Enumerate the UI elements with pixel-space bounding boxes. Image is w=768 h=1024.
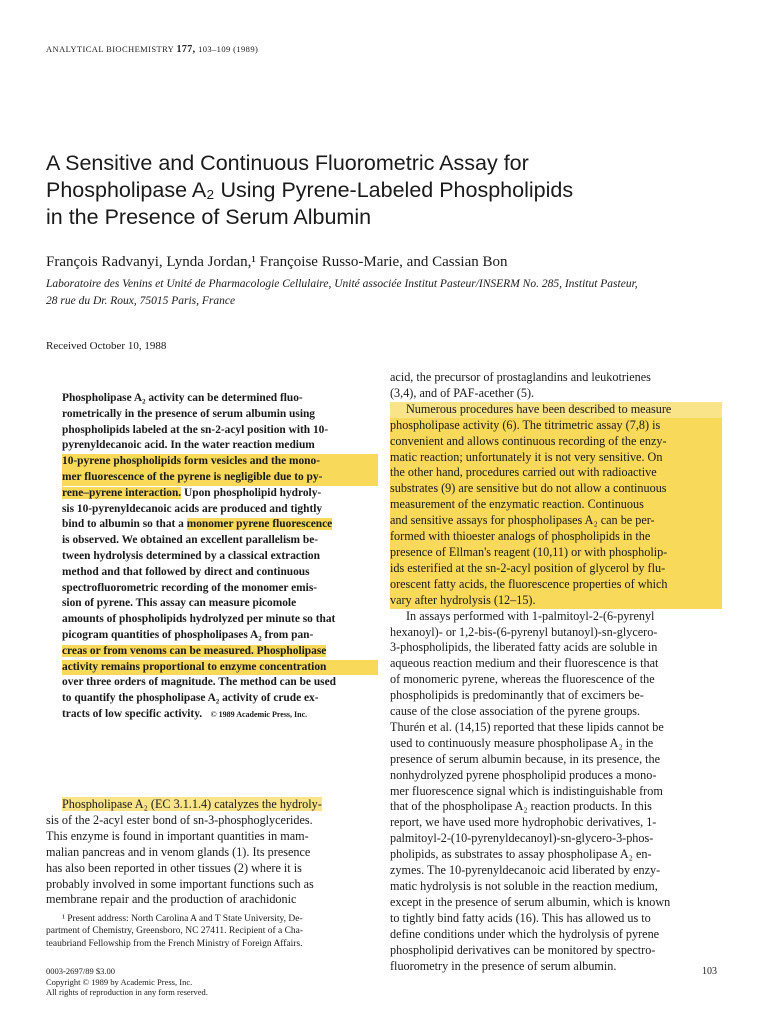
body-line: nonhydrolyzed pyrene phospholipid produces a mono- — [390, 767, 657, 782]
body-line-highlighted: Numerous procedures have been described to measure — [390, 402, 722, 418]
body-line-highlighted: matic reaction; unfortunately it is not very sensitive. On — [390, 450, 722, 466]
body-line-highlighted: the other hand, procedures carried out with radioactive — [390, 465, 722, 481]
body-line: This enzyme is found in important quantities in mam- — [46, 828, 309, 843]
body-line: of monomeric pyrene, whereas the fluorescence of the — [390, 672, 655, 687]
body-line: hexanoyl)- or 1,2-bis-(6-pyrenyl butanoyl)-sn-glycero- — [390, 624, 658, 639]
body-line: mer fluorescence signal which is indistinguishable from — [390, 783, 663, 798]
abstract-line: sion of pyrene. This assay can measure picomole — [62, 597, 297, 610]
abstract-line — [62, 707, 378, 723]
footnote-line: teaubriand Fellowship from the French Ministry of Foreign Affairs. — [46, 938, 303, 949]
highlight-span: rene–pyrene interaction. — [62, 486, 182, 499]
body-line: except in the presence of serum albumin, which is known — [390, 894, 671, 909]
body-line: matic hydrolysis is not soluble in the reaction medium, — [390, 879, 658, 893]
received-date: Received October 10, 1988 — [46, 340, 167, 352]
abstract-line: to quantify the phospholipase A₂ activity of crude ex- — [62, 692, 319, 705]
abstract-line-highlighted: mer fluorescence of the pyrene is negligible due to py- — [62, 470, 378, 486]
highlight-span: Phospholipase A₂ (EC 3.1.1.4) catalyzes the hydroly- — [62, 797, 322, 811]
abstract — [62, 391, 378, 723]
body-line: report, we have used more hydrophobic derivatives, 1- — [390, 815, 657, 830]
body-line-highlighted: substrates (9) are sensitive but do not allow a continuous — [390, 481, 722, 497]
rights-line: All rights of reproduction in any form reserved. — [46, 987, 208, 997]
body-line: phospholipids is predominantly that of excimers be- — [390, 688, 644, 703]
paper-title — [46, 150, 736, 231]
abstract-line — [62, 644, 378, 660]
highlight-span: creas or from venoms can be measured. — [62, 644, 254, 657]
footnote — [46, 913, 380, 950]
body-line: cause of the close association of the pyrene groups. — [390, 704, 641, 719]
body-line-highlighted: phospholipase activity (6). The titrimetric assay (7,8) is — [390, 418, 722, 434]
journal-volume: 177, — [176, 44, 196, 55]
journal-name: ANALYTICAL BIOCHEMISTRY — [46, 44, 174, 54]
footnote-line: ¹ Present address: North Carolina A and T State University, De- — [62, 914, 303, 924]
body-line-highlighted: and sensitive assays for phospholipases A₂ can be per- — [390, 513, 722, 529]
body-line: used to continuously measure phospholipase A₂ in the — [390, 735, 654, 750]
body-line-highlighted: formed with thioester analogs of phospholipids in the — [390, 529, 722, 545]
abstract-text: bind to albumin so that a — [62, 518, 187, 531]
highlight-span: Phospholipase — [253, 644, 327, 657]
abstract-line: tween hydrolysis determined by a classical extraction — [62, 549, 320, 562]
abstract-line: picogram quantities of phospholipases A₂ from pan- — [62, 628, 314, 641]
affiliation — [46, 276, 726, 310]
body-line: phospholipid derivatives can be monitored by spectro- — [390, 942, 656, 957]
footnote-line: partment of Chemistry, Greensboro, NC 27411. Recipient of a Cha- — [46, 926, 304, 937]
abstract-line: over three orders of magnitude. The method can be used — [62, 676, 336, 689]
abstract-text: Upon phospholipid hydroly- — [181, 486, 322, 499]
body-line: In assays performed with 1-palmitoyl-2-(6-pyrenyl — [406, 608, 655, 623]
abstract-line-highlighted: 10-pyrene phospholipids form vesicles and the mono- — [62, 454, 378, 470]
body-line: membrane repair and the production of arachidonic — [46, 892, 297, 907]
issn-price: 0003-2697/89 $3.00 — [46, 966, 115, 976]
abstract-line: phospholipids labeled at the sn-2-acyl position with 10- — [62, 423, 329, 436]
abstract-line: pyrenyldecanoic acid. In the water reaction medium — [62, 439, 315, 452]
body-line: 3-phospholipids, the liberated fatty acids are soluble in — [390, 640, 658, 655]
title-line: in the Presence of Serum Albumin — [46, 205, 372, 229]
abstract-copyright: © 1989 Academic Press, Inc. — [210, 709, 308, 719]
abstract-line: method and that followed by direct and continuous — [62, 565, 310, 578]
body-line: has also been reported in other tissues (2) where it is — [46, 860, 302, 875]
body-line-highlighted: measurement of the enzymatic reaction. Continuous — [390, 497, 722, 513]
copyright-line: Copyright © 1989 by Academic Press, Inc. — [46, 976, 193, 987]
body-line: aqueous reaction medium and their fluorescence is that — [390, 656, 659, 671]
body-line: acid, the precursor of prostaglandins and leukotrienes — [390, 370, 651, 384]
page-number: 103 — [702, 966, 717, 977]
body-line: palmitoyl-2-(10-pyrenyldecanoyl)-sn-glycero-3-phos- — [390, 831, 654, 846]
body-line: that of the phospholipase A₂ reaction products. In this — [390, 799, 652, 814]
body-line: to tightly bind fatty acids (16). This has allowed us to — [390, 910, 651, 925]
title-line: Phospholipase A₂ Using Pyrene-Labeled Phospholipids — [46, 178, 574, 202]
body-line-highlighted: ids esterified at the sn-2-acyl position of glycerol by flu- — [390, 561, 722, 577]
right-body-text — [390, 370, 722, 974]
body-line: sis of the 2-acyl ester bond of sn-3-phosphoglycerides. — [46, 812, 313, 827]
body-line: presence of serum albumin because, in its presence, the — [390, 751, 661, 766]
abstract-line — [62, 486, 378, 502]
journal-pages-year: 103–109 (1989) — [198, 44, 259, 54]
body-line-highlighted: vary after hydrolysis (12–15). — [390, 593, 722, 609]
highlight-span: monomer pyrene fluorescence — [186, 518, 333, 531]
left-body-text — [46, 797, 380, 908]
authors: François Radvanyi, Lynda Jordan,¹ Françoise Russo-Marie, and Cassian Bon — [46, 254, 508, 270]
body-line: zymes. The 10-pyrenyldecanoic acid liberated by enzy- — [390, 863, 661, 878]
body-line-highlighted: convenient and allows continuous recording of the enzy- — [390, 434, 722, 450]
title-line: A Sensitive and Continuous Fluorometric Assay for — [46, 151, 529, 175]
abstract-line: is observed. We obtained an excellent parallelism be- — [62, 534, 319, 547]
abstract-line: sis 10-pyrenyldecanoic acids are produced and tightly — [62, 502, 323, 515]
abstract-line-highlighted: activity remains proportional to enzyme concentration — [62, 660, 378, 676]
body-line: probably involved in some important functions such as — [46, 876, 314, 891]
abstract-text: tracts of low specific activity. — [62, 707, 203, 720]
body-line-highlighted: presence of Ellman's reagent (10,11) or with phospholip- — [390, 545, 722, 561]
publication-info — [46, 966, 208, 998]
body-line — [46, 797, 380, 813]
body-line-highlighted: orescent fatty acids, the fluorescence properties of which — [390, 577, 722, 593]
abstract-line: rometrically in the presence of serum albumin using — [62, 407, 316, 420]
abstract-line: spectrofluorometric recording of the monomer emis- — [62, 581, 318, 594]
body-line: fluorometry in the presence of serum albumin. — [390, 958, 617, 973]
journal-header — [46, 44, 258, 55]
body-line: pholipids, as substrates to assay phospholipase A₂ en- — [390, 847, 652, 862]
body-line: Thurén et al. (14,15) reported that these lipids cannot be — [390, 719, 664, 734]
abstract-line — [62, 517, 378, 533]
body-line: malian pancreas and in venom glands (1). Its presence — [46, 844, 311, 859]
affiliation-line: Laboratoire des Venins et Unité de Pharmacologie Cellulaire, Unité associée Institut Pasteur/INSERM No. 285, Institut Pasteur, — [46, 278, 638, 290]
body-line: define conditions under which the hydrolysis of pyrene — [390, 926, 660, 941]
abstract-line: Phospholipase A₂ activity can be determined fluo- — [62, 392, 303, 404]
abstract-line: amounts of phospholipids hydrolyzed per minute so that — [62, 613, 336, 626]
affiliation-line: 28 rue du Dr. Roux, 75015 Paris, France — [46, 295, 236, 307]
body-line: (3,4), and of PAF-acether (5). — [390, 385, 535, 400]
